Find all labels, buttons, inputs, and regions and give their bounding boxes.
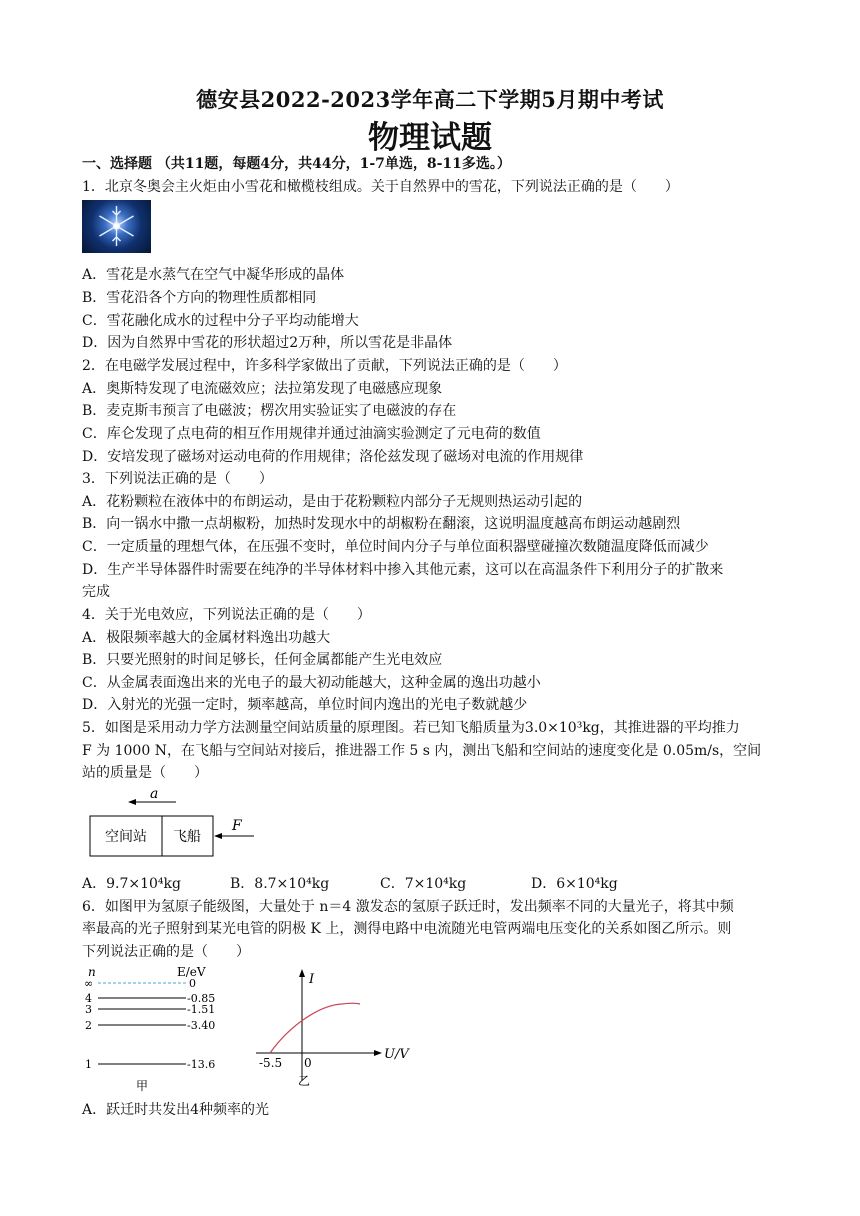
level-e-4: -0.85 xyxy=(187,992,216,1005)
accel-label: a xyxy=(150,786,159,802)
q6-option-a: A．跃迁时共发出4种频率的光 xyxy=(82,1102,270,1118)
energy-diagram-caption: 甲 xyxy=(135,1079,149,1093)
q5-option-b: B．8.7×10⁴kg xyxy=(230,876,330,892)
energy-axis-label: E/eV xyxy=(177,965,206,979)
q4-option-b: B．只要光照射的时间足够长，任何金属都能产生光电效应 xyxy=(82,652,443,668)
q1-option-d: D．因为自然界中雪花的形状超过2万种，所以雪花是非晶体 xyxy=(82,335,453,351)
subject-title: 物理试题 xyxy=(368,120,492,156)
q5-option-a: A．9.7×10⁴kg xyxy=(82,876,181,892)
q3-option-b: B．向一锅水中撒一点胡椒粉，加热时发现水中的胡椒粉在翻滚，这说明温度越高布朗运动越剧烈 xyxy=(82,516,681,532)
q1-option-c: C．雪花融化成水的过程中分子平均动能增大 xyxy=(82,313,359,329)
q2-option-a: A．奥斯特发现了电流磁效应；法拉第发现了电磁感应现象 xyxy=(82,381,443,397)
q2-option-d: D．安培发现了磁场对运动电荷的作用规律；洛伦兹发现了磁场对电流的作用规律 xyxy=(82,449,584,465)
force-label: F xyxy=(232,818,242,834)
q2-stem: 2．在电磁学发展过程中，许多科学家做出了贡献，下列说法正确的是（ ） xyxy=(82,358,567,374)
q4-stem: 4．关于光电效应，下列说法正确的是（ ） xyxy=(82,607,371,623)
q5-stem-3: 站的质量是（ ） xyxy=(82,765,208,781)
q5-option-c: C．7×10⁴kg xyxy=(380,876,467,892)
q3-option-d: D．生产半导体器件时需要在纯净的半导体材料中掺入其他元素，这可以在高温条件下利用分子的扩散来 xyxy=(82,562,724,578)
ship-label: 飞船 xyxy=(173,829,201,845)
q1-stem: 1．北京冬奥会主火炬由小雪花和橄榄枝组成。关于自然界中的雪花，下列说法正确的是（ ） xyxy=(82,179,679,195)
accel-arrow-icon xyxy=(128,799,136,805)
level-e-1: -13.6 xyxy=(187,1058,216,1071)
iv-graph-caption: 乙 xyxy=(298,1074,311,1088)
n-axis-label: n xyxy=(88,965,96,979)
exam-title: 德安县2022-2023学年高二下学期5月期中考试 xyxy=(196,87,664,112)
q2-option-b: B．麦克斯韦预言了电磁波；楞次用实验证实了电磁波的存在 xyxy=(82,403,457,419)
level-n-4: 4 xyxy=(85,992,92,1005)
level-n-2: 2 xyxy=(85,1019,92,1032)
q2-option-c: C．库仑发现了点电荷的相互作用规律并通过油滴实验测定了元电荷的数值 xyxy=(82,426,541,442)
q5-stem-2: F 为 1000 N，在飞船与空间站对接后，推进器工作 5 s 内，测出飞船和空间站的速度变化是 0.05m/s，空间 xyxy=(82,743,762,759)
energy-level-diagram xyxy=(82,963,232,1093)
q5-option-d: D．6×10⁴kg xyxy=(531,876,618,892)
q4-option-c: C．从金属表面逸出来的光电子的最大初动能越大，这种金属的逸出功越小 xyxy=(82,675,541,691)
y-axis-arrow-icon xyxy=(299,969,305,977)
stop-voltage-label: -5.5 xyxy=(259,1056,283,1070)
y-axis-label: I xyxy=(309,972,315,987)
snowflake-icon xyxy=(82,200,151,253)
current-voltage-graph xyxy=(250,963,420,1093)
force-arrow-icon xyxy=(214,833,222,839)
snowflake-image xyxy=(82,200,151,253)
q5-stem-1: 5．如图是采用动力学方法测量空间站质量的原理图。若已知飞船质量为3.0×10³kg，其推进器的平均推力 xyxy=(82,720,740,736)
iv-curve xyxy=(270,1003,360,1053)
q3-option-d-cont: 完成 xyxy=(82,584,110,600)
level-n-1: 1 xyxy=(85,1058,92,1071)
station-label: 空间站 xyxy=(105,829,147,845)
q4-option-d: D．入射光的光强一定时，频率越高，单位时间内逸出的光电子数就越少 xyxy=(82,697,528,713)
q6-stem-3: 下列说法正确的是（ ） xyxy=(82,944,250,960)
x-axis-label: U/V xyxy=(384,1047,409,1062)
level-n-inf: ∞ xyxy=(84,977,94,990)
section-heading: 一、选择题 （共11题，每题4分，共44分，1-7单选，8-11多选。） xyxy=(82,156,511,172)
level-e-2: -3.40 xyxy=(187,1019,216,1032)
q4-option-a: A．极限频率越大的金属材料逸出功越大 xyxy=(82,630,331,646)
q1-option-a: A．雪花是水蒸气在空气中凝华形成的晶体 xyxy=(82,267,345,283)
origin-label: 0 xyxy=(304,1056,312,1070)
level-e-3: -1.51 xyxy=(187,1003,216,1016)
q6-stem-2: 率最高的光子照射到某光电管的阴极 K 上，测得电路中电流随光电管两端电压变化的关系如图乙所示。则 xyxy=(82,921,732,937)
level-e-inf: 0 xyxy=(189,977,196,990)
q5-options xyxy=(82,873,782,893)
q3-option-a: A．花粉颗粒在液体中的布朗运动，是由于花粉颗粒内部分子无规则热运动引起的 xyxy=(82,494,583,510)
x-axis-arrow-icon xyxy=(374,1050,382,1056)
level-n-3: 3 xyxy=(85,1003,92,1016)
q6-stem-1: 6．如图甲为氢原子能级图，大量处于 n＝4 激发态的氢原子跃迁时，发出频率不同的大量光子，将其中频 xyxy=(82,899,734,915)
q1-option-b: B．雪花沿各个方向的物理性质都相同 xyxy=(82,290,317,306)
station-diagram xyxy=(82,785,262,863)
q3-option-c: C．一定质量的理想气体，在压强不变时，单位时间内分子与单位面积器壁碰撞次数随温度降低而减少 xyxy=(82,539,709,555)
q3-stem: 3．下列说法正确的是（ ） xyxy=(82,471,273,487)
